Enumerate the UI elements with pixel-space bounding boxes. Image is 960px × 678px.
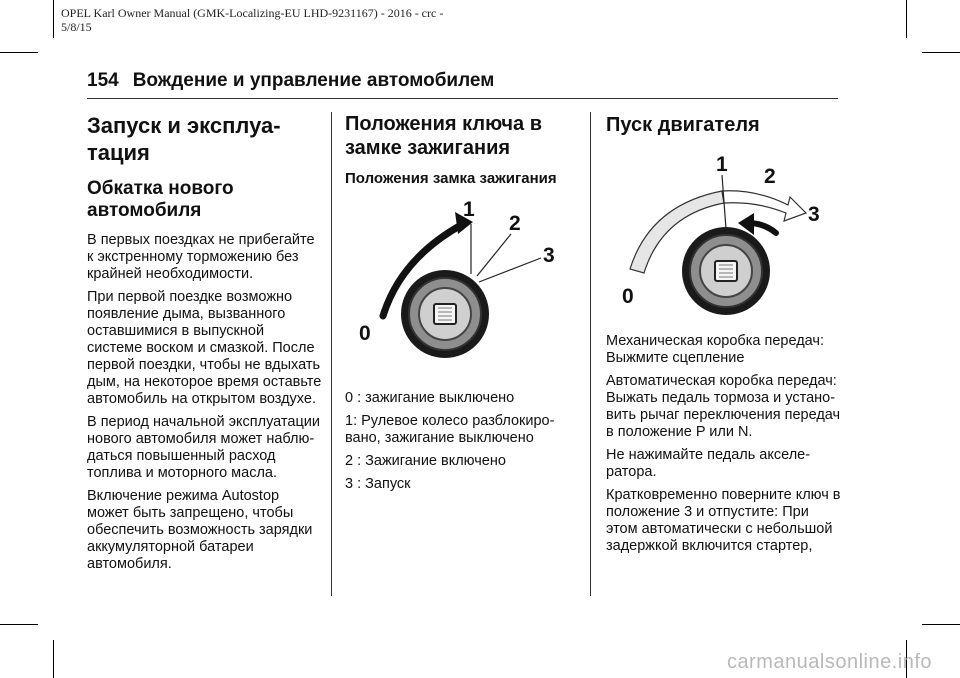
- section-title: Вождение и управление автомобилем: [132, 70, 495, 91]
- position-label-1: 1: [463, 198, 475, 221]
- position-label-2: 2: [509, 212, 521, 235]
- article-title: Положения ключа в замке зажигания: [345, 113, 542, 159]
- document-meta-line2: 5/8/15: [61, 20, 92, 34]
- crop-mark: [0, 624, 38, 625]
- position-label-2: 2: [764, 165, 776, 188]
- column-3: [606, 112, 846, 561]
- paragraph: Механическая коробка передач: Выжмите сцепление: [606, 333, 824, 366]
- start-arrow-outline: [722, 191, 806, 221]
- column-1: [87, 112, 323, 579]
- paragraph: При первой поездке возможно появление дыма, вызванного оставшимися в выпускной системе воском и смазкой. После первой поездки, чтобы не вдыхать дым, на некоторое время оставьте автомобиль на открытом воздухе.: [87, 289, 322, 407]
- paragraph: Не нажимайте педаль акселе- ратора.: [606, 447, 811, 480]
- engine-start-figure: [606, 151, 838, 321]
- position-description: 2 : Зажигание включено: [345, 453, 506, 469]
- paragraph: В первых поездках не прибегайте к экстренному торможению без крайней необходимости.: [87, 232, 315, 282]
- crop-mark: [53, 0, 54, 38]
- position-description: 1: Рулевое колесо разблокиро- вано, зажигание выключено: [345, 413, 555, 446]
- crop-mark: [53, 640, 54, 678]
- position-label-1: 1: [716, 153, 728, 176]
- key-slot: [715, 261, 737, 281]
- position-2-tick: [477, 234, 511, 276]
- article-title: Пуск двигателя: [606, 114, 760, 136]
- page-header: [87, 70, 494, 92]
- article-title: Запуск и эксплуа- тация: [87, 113, 281, 165]
- paragraph: Кратковременно поверните ключ в положение 3 и отпустите: При этом автоматически с небольшой задержкой включится стартер,: [606, 487, 841, 554]
- crop-mark: [906, 0, 907, 38]
- position-description: 0 : зажигание выключено: [345, 390, 515, 406]
- section-heading: Обкатка нового автомобиля: [87, 178, 234, 221]
- figure-heading: Положения замка зажигания: [345, 170, 557, 187]
- position-label-3: 3: [543, 244, 555, 267]
- document-meta: [61, 6, 521, 34]
- column-divider: [590, 112, 591, 596]
- crop-mark: [922, 624, 960, 625]
- crop-mark: [922, 52, 960, 53]
- document-meta-line1: OPEL Karl Owner Manual (GMK-Localizing-EU LHD-9231167) - 2016 - crc -: [61, 6, 444, 20]
- position-label-0: 0: [359, 322, 371, 345]
- crop-mark: [0, 52, 38, 53]
- position-label-3: 3: [808, 203, 820, 226]
- paragraph: Включение режима Autostop может быть запрещено, чтобы обеспечить возможность зарядки аккумуляторной батареи автомобиля.: [87, 488, 313, 572]
- ignition-positions-figure: [345, 196, 575, 386]
- position-label-0: 0: [622, 285, 634, 308]
- position-description: 3 : Запуск: [345, 476, 411, 492]
- paragraph: В период начальной эксплуатации нового автомобиля может наблю- даться повышенный расход топлива и моторного масла.: [87, 414, 320, 481]
- key-slot: [434, 304, 456, 324]
- header-rule: [87, 98, 838, 99]
- watermark[interactable]: carmanualsonline.info: [726, 651, 932, 673]
- paragraph: Автоматическая коробка передач: Выжать педаль тормоза и устано- вить рычаг переключения передач в положение P или N.: [606, 373, 841, 440]
- page-number: 154: [87, 70, 119, 91]
- column-2: [345, 112, 581, 499]
- column-divider: [331, 112, 332, 596]
